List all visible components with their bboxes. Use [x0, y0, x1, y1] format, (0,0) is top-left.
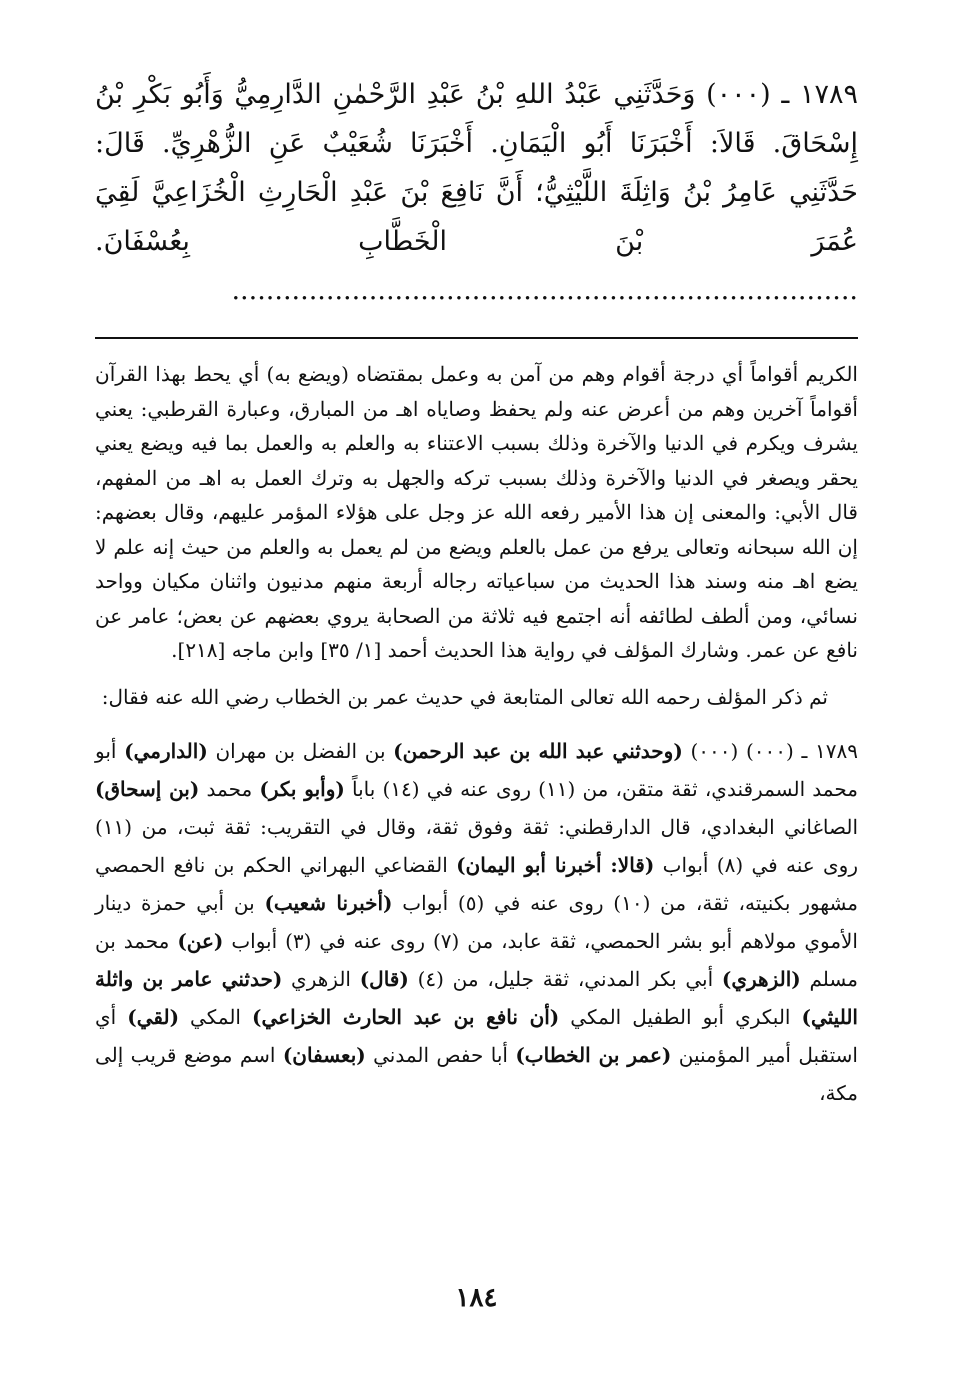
- hadith-number: ١٧٨٩ ـ: [781, 79, 858, 110]
- narr-text: ١٧٨٩ ـ (٠٠٠) (٠٠٠): [682, 738, 858, 763]
- commentary-paragraph: الكريم أقواماً أي درجة أقوام وهم من آمن به وعمل بمقتضاه (ويضع به) أي يحط بهذا القرآن أقواماً آخرين وهم من أعرض عنه ولم يحفظ وصاياه اهـ من المبارق، وعبارة القرطبي: يعني يشرف ويكرم في الدنيا والآخرة وذلك بسبب الاعتناء به والعلم به والعمل بما فيه ويضع يعني يحقر ويصغر في الدنيا والآخرة وذلك بسبب تركه والجهل به وترك العمل به اهـ من المفهم، قال الأبي: والمعنى إن هذا الأمير رفعه الله عز وجل على هؤلاء المؤمر عليهم، وقال بعضهم: إن الله سبحانه وتعالى يرفع من عمل بالعلم ويضع من لم يعمل به والعلم من حيث إنه علم لا يضع اهـ منه وسند هذا الحديث من سباعياته رجاله أربعة منهم مدنيون واثنان مكيان وواحد نسائي، ومن ألطف لطائفه أنه اجتمع فيه ثلاثة من الصحابة يروي بعضهم عن بعض؛ عامر عن نافع عن عمر. وشارك المؤلف في رواية هذا الحديث أحمد [١/ ٣٥] وابن ماجه [٢١٨].: [95, 362, 858, 662]
- narr-bold: (بن إسحاق): [95, 776, 200, 801]
- narr-text: أبي بكر المدني، ثقة جليل، من (٤): [408, 966, 722, 991]
- narr-text: أي استقبل أمير المؤمنين: [95, 1004, 858, 1067]
- narr-text: بن أبي حمزة دينار الأموي مولاهم أبو بشر الحمصي، ثقة عابد، من (٧) روى عنه في (٣) أبواب: [95, 890, 858, 953]
- narrators-paragraph: [95, 732, 858, 1112]
- narr-text: الصاغاني البغدادي، قال الدارقطني: ثقة وفوق ثقة، وقال في التقريب: ثقة ثبت، من (١١) روى عنه في (٨) أبواب: [95, 814, 858, 877]
- hadith-text: وَحَدَّثَنِي عَبْدُ اللهِ بْنُ عَبْدِ الرَّحْمٰنِ الدَّارِمِيُّ وَأَبُو بَكْرِ بْنُ إِسْحَاقَ. قَالاَ: أَخْبَرَنَا أَبُو الْيَمَانِ. أَخْبَرَنَا شُعَيْبٌ عَنِ الزُّهْرِيِّ. قَالَ: حَدَّثَنِي عَامِرُ بْنُ وَاثِلَةَ اللَّيْثِيُّ؛ أَنَّ نَافِعَ بْنَ عَبْدِ الْحَارِثِ الْخُزَاعِيَّ لَقِيَ عُمَرَ بْنَ الْخَطَّابِ بِعُسْفَانَ.: [95, 79, 858, 257]
- narr-bold: (أن نافع بن عبد الحارث الخزاعي): [252, 1004, 560, 1029]
- narr-text: أبو محمد السمرقندي، ثقة متقن، من (١١) روى عنه في (١٤) باباً: [95, 738, 858, 801]
- narr-text: أبا حفص المدني: [365, 1042, 516, 1067]
- narr-bold: (قالا: أخبرنا أبو اليمان): [456, 852, 655, 877]
- footnote-divider: [95, 337, 858, 339]
- narr-bold: (عمر بن الخطاب): [515, 1042, 672, 1067]
- narr-text: محمد بن مسلم: [95, 928, 858, 991]
- narr-bold: (بعسفان): [282, 1042, 366, 1067]
- narr-bold: (قال): [359, 966, 409, 991]
- page-content: [95, 70, 858, 1112]
- narr-bold: (وأبو بكر): [259, 776, 345, 801]
- narr-bold: (حدثني عامر بن واثلة الليثي): [95, 966, 858, 1029]
- narr-bold: (الزهري): [721, 966, 801, 991]
- transition-text: ثم ذكر المؤلف رحمه الله تعالى المتابعة في حديث عمر بن الخطاب رضي الله عنه فقال:: [101, 684, 828, 709]
- hadith-marker: (٠٠٠): [706, 79, 771, 110]
- narr-bold: (أخبرنا شعيب): [264, 890, 393, 915]
- narr-bold: (الدارمي): [124, 738, 208, 763]
- narr-text: محمد: [199, 776, 260, 801]
- hadith-text-block: [95, 70, 858, 315]
- narr-bold: (عن): [177, 928, 224, 953]
- narr-text: البكري أبو الطفيل المكي: [559, 1004, 802, 1029]
- narr-text: القضاعي البهراني الحكم بن نافع الحمصي مشهور بكنيته، ثقة، من (١٠) روى عنه في (٥) أبواب: [95, 852, 858, 915]
- hadith-dots: .........................................................................: [231, 275, 858, 306]
- narr-text: الزهري: [282, 966, 360, 991]
- transition-paragraph: [95, 680, 858, 714]
- page-number: ١٨٤: [455, 1283, 498, 1313]
- narr-text: اسم موضع قريب إلى مكة،: [95, 1042, 858, 1105]
- narr-text: بن الفضل بن مهران: [207, 738, 394, 763]
- narr-bold: (لقي): [127, 1004, 180, 1029]
- narr-text: المكي: [179, 1004, 252, 1029]
- narr-bold: (وحدثني عبد الله بن عبد الرحمن): [393, 738, 683, 763]
